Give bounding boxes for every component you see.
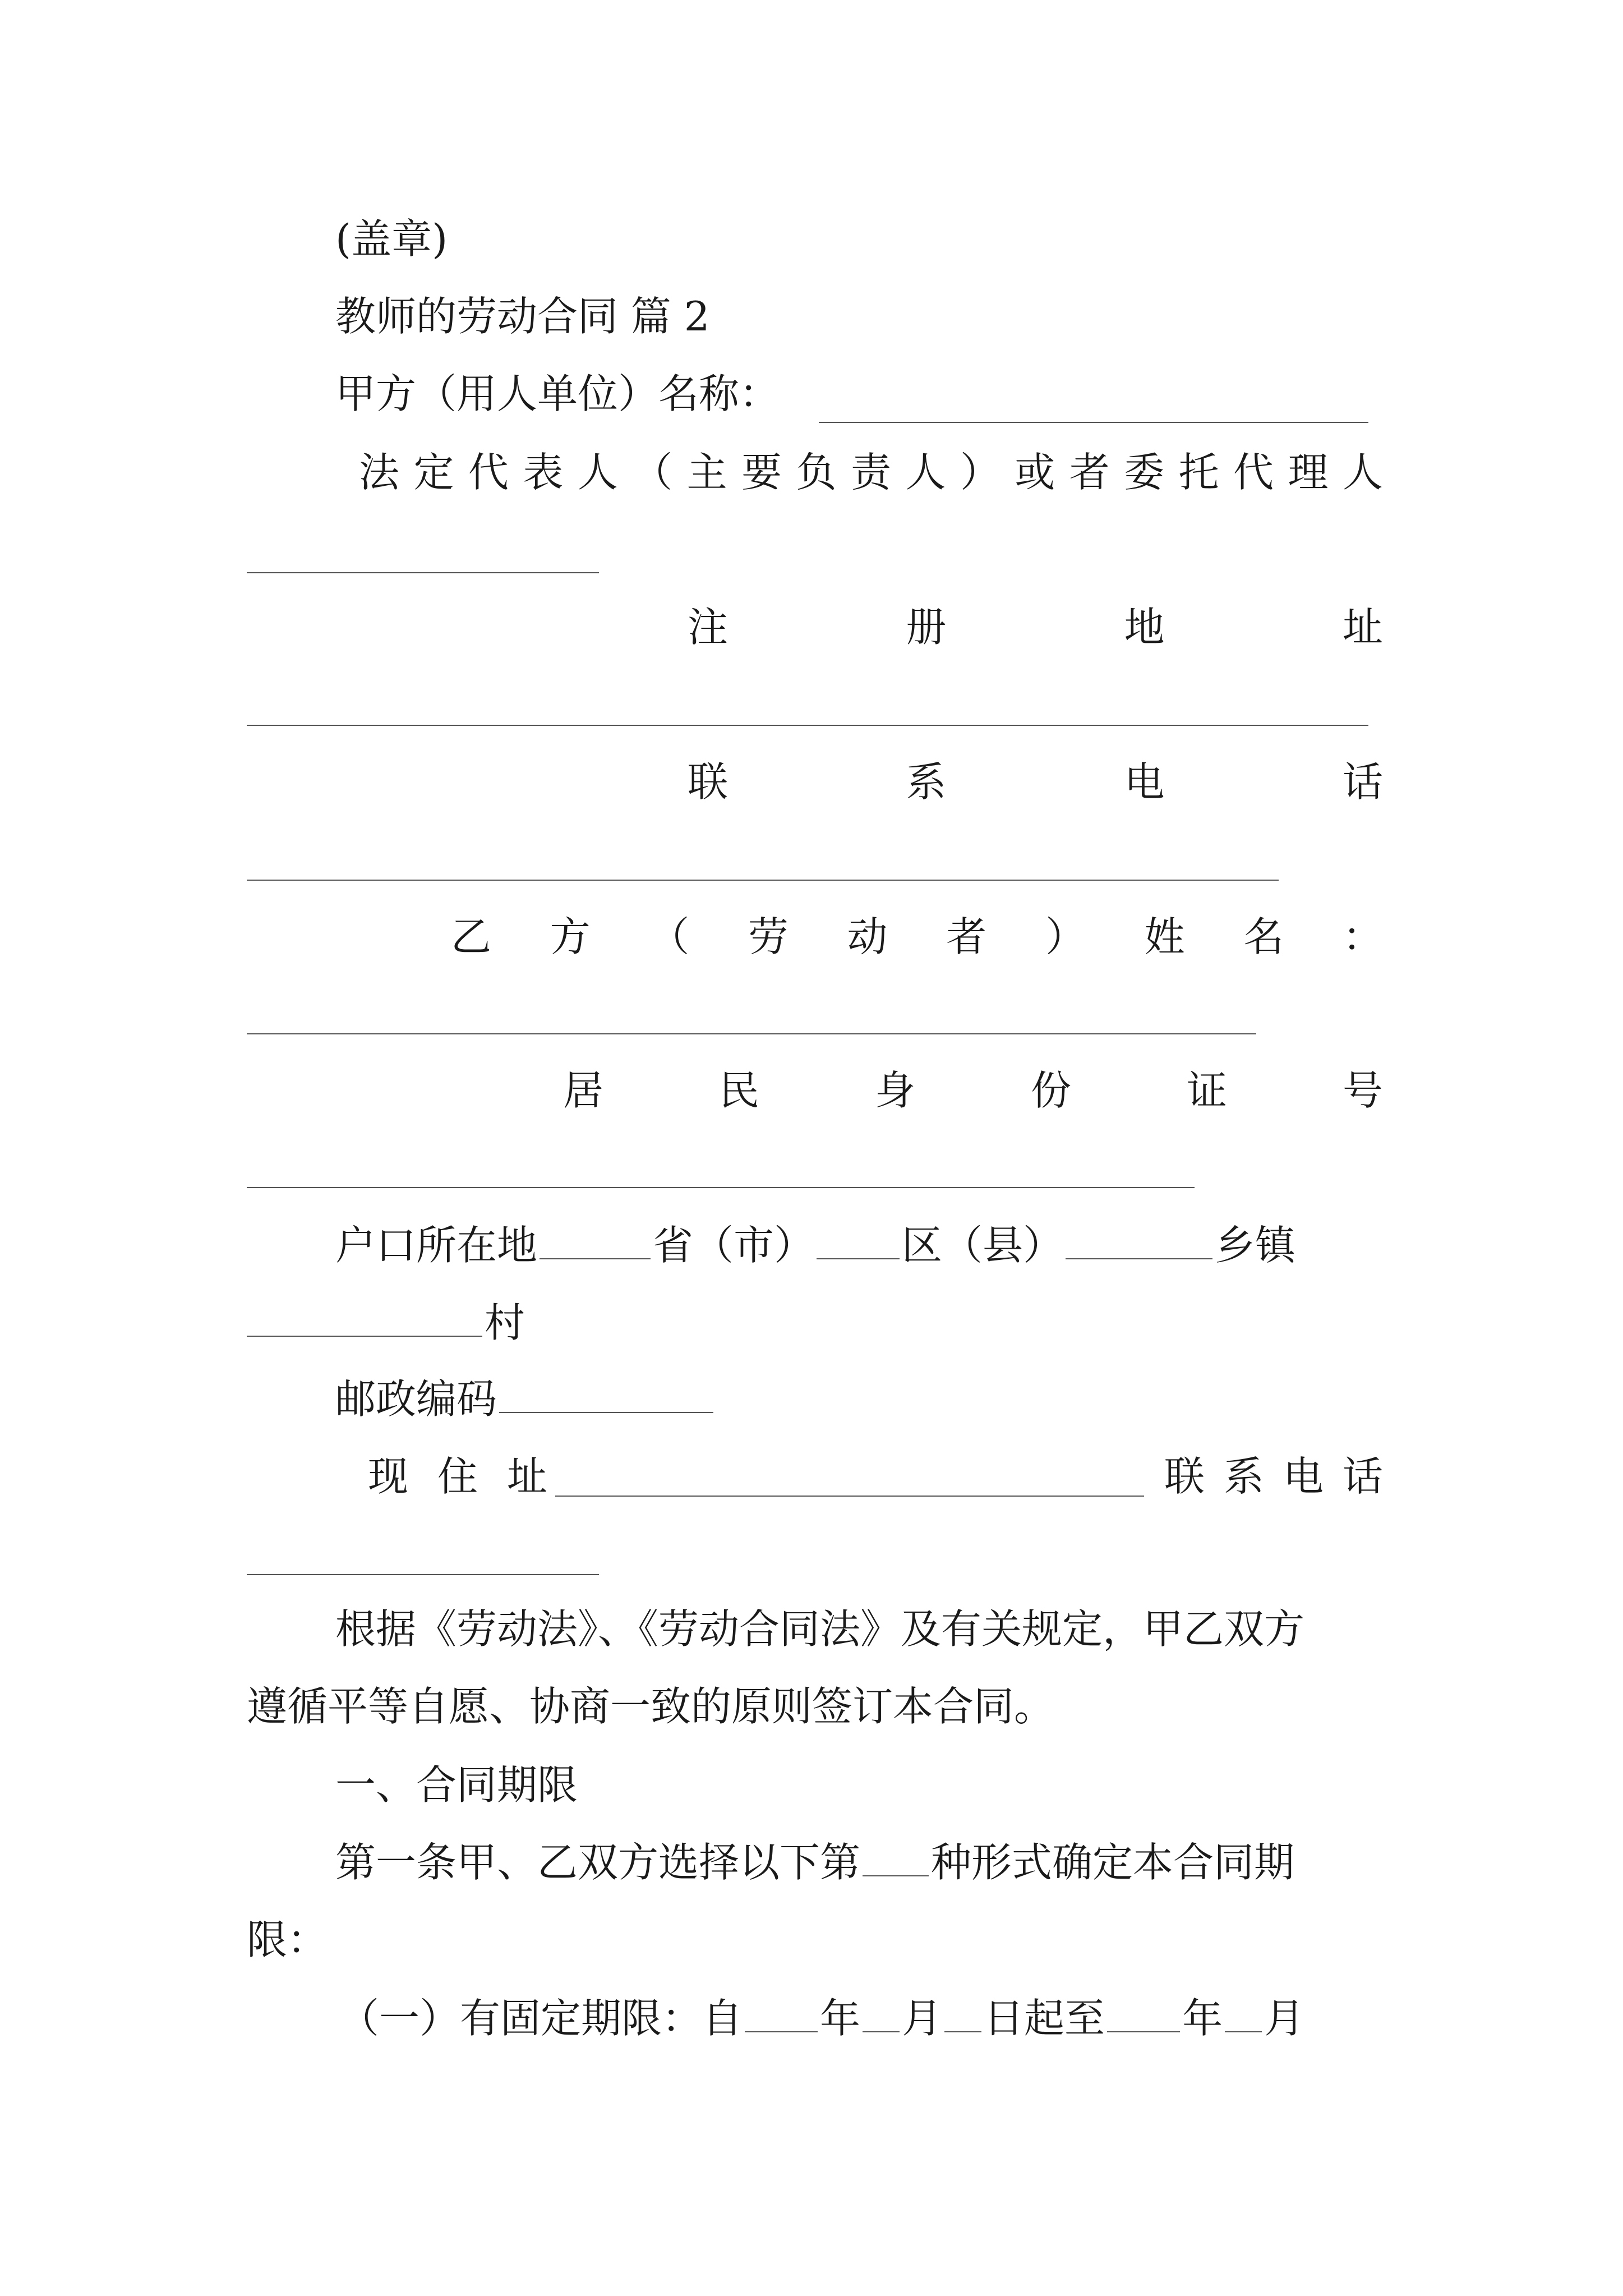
name-char: 姓 <box>1144 913 1185 960</box>
party-b-village-row <box>247 1299 525 1346</box>
seal-text: (盖章) <box>335 215 448 263</box>
name-char: 方 <box>550 913 591 960</box>
name-char: 名 <box>1243 913 1284 960</box>
name-char: 乙 <box>451 913 492 960</box>
rep-char: 表 <box>523 449 564 496</box>
address-char: 注 <box>688 604 728 651</box>
party-a-phone-row <box>688 758 1383 806</box>
fixed-term-month: 月 <box>902 1995 943 2042</box>
party-b-name-blank[interactable] <box>247 1033 1256 1034</box>
rep-char: 代 <box>468 449 509 496</box>
contract-title: 教师的劳动合同 篇 2 <box>335 293 710 340</box>
rep-char: 人 <box>905 449 946 496</box>
party-a-address-blank[interactable] <box>247 725 1368 726</box>
body-paragraph-line-2: 遵循平等自愿、协商一致的原则签订本合同。 <box>247 1683 1055 1730</box>
party-a-phone-blank[interactable] <box>247 880 1279 881</box>
current-address-char: 住 <box>437 1453 478 1500</box>
hukou-village-blank[interactable] <box>247 1331 482 1337</box>
rep-char: 主 <box>686 449 727 496</box>
id-char: 身 <box>874 1067 915 1114</box>
current-address-char: 址 <box>506 1453 547 1500</box>
name-char: 劳 <box>748 913 789 960</box>
section-1-heading: 一、合同期限 <box>335 1761 578 1809</box>
body-paragraph-line-1: 根据《劳动法》、《劳动合同法》及有关规定，甲乙双方 <box>335 1605 1305 1653</box>
name-char: （ <box>649 913 690 960</box>
rep-char: 责 <box>850 449 891 496</box>
article-1-choice-blank[interactable] <box>863 1871 929 1876</box>
hukou-district-label: 区（县） <box>902 1222 1064 1269</box>
id-char: 号 <box>1342 1067 1383 1114</box>
phone-char: 系 <box>906 758 947 806</box>
rep-char: 法 <box>359 449 400 496</box>
article-1-line-1 <box>335 1839 1295 1886</box>
phone-char: 话 <box>1342 758 1383 806</box>
phone-char: 电 <box>1124 758 1165 806</box>
contact-char: 联 <box>1164 1453 1205 1500</box>
fixed-term-row <box>339 1995 1305 2042</box>
fixed-term-year2: 年 <box>1182 1995 1223 2042</box>
fixed-term-month2: 月 <box>1264 1995 1305 2042</box>
hukou-province-blank[interactable] <box>540 1254 651 1259</box>
fixed-term-month2-blank[interactable] <box>1225 2027 1262 2032</box>
party-b-hukou-row <box>335 1222 1296 1269</box>
fixed-term-day-from: 日起至 <box>984 1995 1105 2042</box>
fixed-term-day-blank[interactable] <box>944 2027 981 2032</box>
id-char: 居 <box>563 1067 604 1114</box>
hukou-label: 户口所在地 <box>335 1222 538 1269</box>
address-char: 地 <box>1124 604 1165 651</box>
rep-char: （ <box>632 449 673 496</box>
article-1-end: 种形式确定本合同期 <box>931 1839 1295 1886</box>
rep-char: 委 <box>1124 449 1165 496</box>
address-char: 址 <box>1342 604 1383 651</box>
rep-char: 者 <box>1069 449 1110 496</box>
rep-char: 人 <box>1342 449 1383 496</box>
contact-char: 电 <box>1283 1453 1324 1500</box>
name-char: 者 <box>946 913 987 960</box>
party-a-name-blank[interactable] <box>819 422 1368 423</box>
phone-char: 联 <box>688 758 728 806</box>
party-b-id-row <box>563 1067 1383 1114</box>
postcode-label: 邮政编码 <box>335 1375 497 1423</box>
rep-char: 人 <box>577 449 618 496</box>
contact-char: 话 <box>1342 1453 1383 1500</box>
hukou-town-blank[interactable] <box>1066 1254 1212 1259</box>
hukou-town-label: 乡镇 <box>1215 1222 1296 1269</box>
id-char: 证 <box>1186 1067 1227 1114</box>
fixed-term-year2-blank[interactable] <box>1107 2027 1180 2032</box>
rep-char: 或 <box>1015 449 1055 496</box>
fixed-term-month-blank[interactable] <box>863 2027 900 2032</box>
article-1-line-2: 限： <box>247 1916 328 1963</box>
party-b-current-address-row <box>368 1453 547 1500</box>
hukou-village-label: 村 <box>485 1299 525 1346</box>
rep-char: 定 <box>413 449 454 496</box>
rep-char: 托 <box>1178 449 1219 496</box>
current-address-char: 现 <box>368 1453 409 1500</box>
party-a-name-label: 甲方（用人单位）名称： <box>335 370 780 417</box>
hukou-district-blank[interactable] <box>817 1254 900 1259</box>
contact-char: 系 <box>1223 1453 1264 1500</box>
name-char: ： <box>1342 913 1383 960</box>
party-b-contact-row <box>1164 1453 1383 1500</box>
fixed-term-year: 年 <box>820 1995 861 2042</box>
party-a-name-row <box>335 370 780 417</box>
id-char: 民 <box>718 1067 759 1114</box>
party-a-rep-row <box>359 449 1383 496</box>
rep-char: 负 <box>796 449 837 496</box>
party-b-name-row <box>451 913 1383 960</box>
address-char: 册 <box>906 604 947 651</box>
party-b-postcode-row <box>335 1375 716 1423</box>
id-char: 份 <box>1030 1067 1071 1114</box>
fixed-term-year-blank[interactable] <box>745 2027 818 2032</box>
name-char: ） <box>1045 913 1086 960</box>
name-char: 动 <box>847 913 888 960</box>
hukou-province-label: 省（市） <box>653 1222 815 1269</box>
party-b-contact-blank[interactable] <box>247 1574 599 1575</box>
party-a-rep-blank[interactable] <box>247 572 599 573</box>
party-a-address-row <box>688 604 1383 651</box>
rep-char: 代 <box>1233 449 1274 496</box>
article-1-start: 第一条甲、乙双方选择以下第 <box>335 1839 861 1886</box>
postcode-blank[interactable] <box>499 1407 713 1413</box>
fixed-term-label: （一）有固定期限：自 <box>339 1995 743 2042</box>
rep-char: 要 <box>741 449 782 496</box>
party-b-id-blank[interactable] <box>247 1187 1195 1188</box>
current-address-blank[interactable] <box>555 1496 1144 1497</box>
rep-char: ） <box>960 449 1000 496</box>
rep-char: 理 <box>1288 449 1329 496</box>
